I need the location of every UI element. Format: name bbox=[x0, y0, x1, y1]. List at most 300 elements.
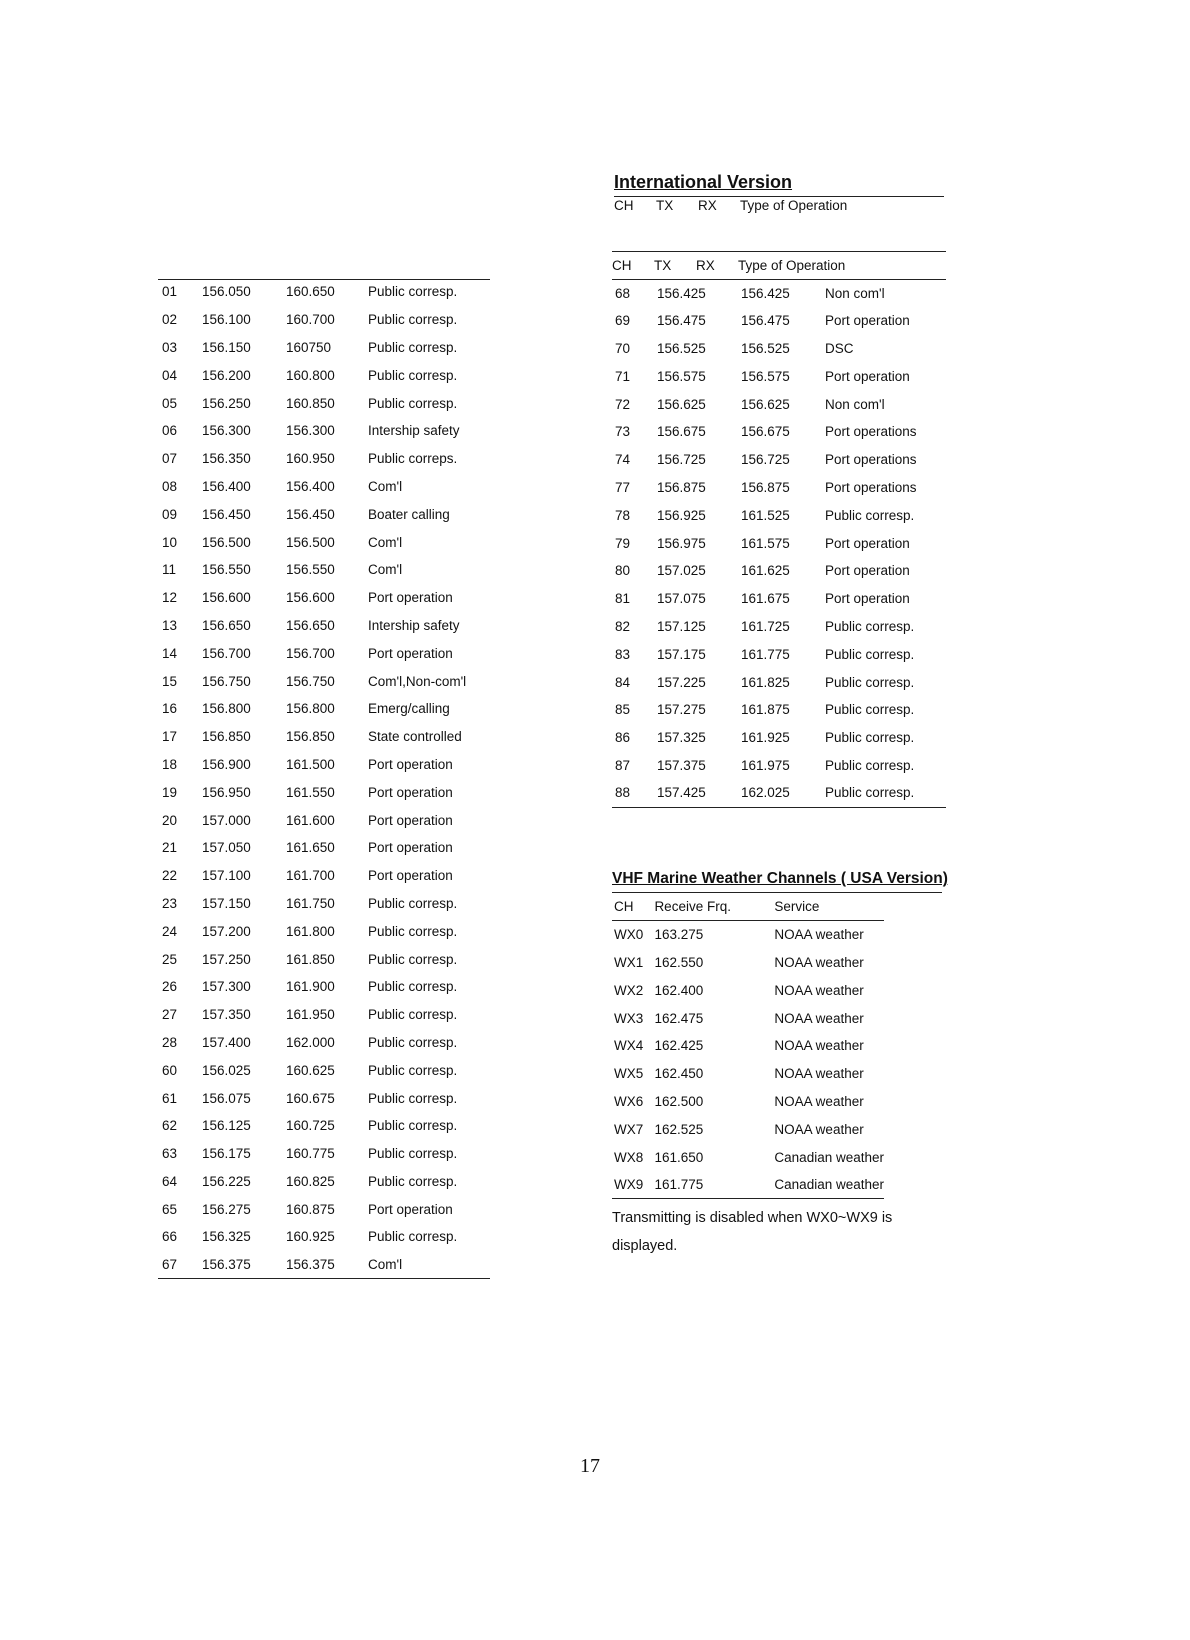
table-cell: 68 bbox=[615, 285, 631, 301]
table-cell: Port operations bbox=[825, 452, 917, 468]
table-cell: Public corresp. bbox=[825, 507, 915, 523]
table-cell: Public corresp. bbox=[368, 312, 458, 328]
table-cell: DSC bbox=[825, 340, 854, 356]
table-cell: 04 bbox=[162, 367, 178, 383]
table-cell: 156.875 bbox=[741, 479, 790, 495]
table-cell: 24 bbox=[162, 923, 178, 939]
table-cell: 161.925 bbox=[741, 730, 790, 746]
table-cell: NOAA weather bbox=[774, 1121, 864, 1137]
table-cell: 21 bbox=[162, 840, 178, 856]
table-cell: Emerg/calling bbox=[368, 701, 450, 717]
table-row bbox=[612, 1004, 884, 1032]
table-cell: Public corresp. bbox=[825, 674, 915, 690]
table-cell: 161.850 bbox=[286, 951, 335, 967]
table-cell: 156.625 bbox=[657, 396, 706, 412]
international-version-title: International Version bbox=[614, 172, 793, 192]
table-cell: Public corresp. bbox=[368, 895, 458, 911]
table-cell: Public corresp. bbox=[368, 1007, 458, 1023]
table-cell: WX3 bbox=[614, 1010, 644, 1026]
table-row bbox=[612, 949, 884, 977]
table-cell: 156.175 bbox=[202, 1146, 251, 1162]
table-cell: 161.550 bbox=[286, 784, 335, 800]
table-row bbox=[612, 668, 946, 696]
table-cell: 156.850 bbox=[286, 729, 335, 745]
table-cell: 156.675 bbox=[741, 424, 790, 440]
table-cell: Public corresp. bbox=[825, 618, 915, 634]
table-cell: 157.200 bbox=[202, 923, 251, 939]
header-ch: CH bbox=[614, 899, 634, 915]
table-cell: 01 bbox=[162, 284, 178, 300]
table-row bbox=[612, 1171, 884, 1199]
table-row bbox=[158, 917, 490, 945]
table-row bbox=[612, 752, 946, 780]
table-cell: 156.925 bbox=[657, 507, 706, 523]
table-cell: 10 bbox=[162, 534, 178, 550]
table-row bbox=[158, 361, 490, 389]
table-cell: 156.450 bbox=[202, 506, 251, 522]
table-cell: Port operation bbox=[368, 868, 453, 884]
table-cell: Port operation bbox=[368, 1201, 453, 1217]
table-cell: Port operation bbox=[368, 812, 453, 828]
international-header-repeat bbox=[614, 198, 847, 213]
table-row bbox=[612, 613, 946, 641]
table-cell: 156.400 bbox=[202, 478, 251, 494]
table-row bbox=[612, 1060, 884, 1088]
international-table-header bbox=[612, 253, 946, 279]
table-cell: 157.325 bbox=[657, 730, 706, 746]
table-cell: 161.700 bbox=[286, 868, 335, 884]
table-cell: 80 bbox=[615, 563, 631, 579]
table-cell: Port operation bbox=[825, 313, 910, 329]
table-row bbox=[158, 751, 490, 779]
table-row bbox=[612, 390, 946, 418]
table-cell: 156.025 bbox=[202, 1062, 251, 1078]
table-row bbox=[612, 335, 946, 363]
table-cell: 161.600 bbox=[286, 812, 335, 828]
table-row bbox=[612, 474, 946, 502]
table-row bbox=[158, 1140, 490, 1168]
table-cell: Com'l bbox=[368, 562, 403, 578]
table-cell: 156.700 bbox=[286, 645, 335, 661]
table-cell: WX5 bbox=[614, 1066, 644, 1082]
table-cell: WX2 bbox=[614, 982, 644, 998]
header-tx: TX bbox=[656, 198, 674, 213]
table-cell: 156.650 bbox=[286, 617, 335, 633]
table-row bbox=[158, 306, 490, 334]
table-cell: 160.800 bbox=[286, 367, 335, 383]
table-row bbox=[158, 723, 490, 751]
table-row bbox=[158, 1195, 490, 1223]
table-cell: 156.900 bbox=[202, 756, 251, 772]
table-row bbox=[158, 862, 490, 890]
table-cell: WX0 bbox=[614, 927, 644, 943]
table-cell: 156.475 bbox=[657, 313, 706, 329]
table-cell: 156.125 bbox=[202, 1118, 251, 1134]
table-cell: 162.425 bbox=[654, 1038, 704, 1054]
table-row bbox=[158, 834, 490, 862]
table-cell: 160.850 bbox=[286, 395, 335, 411]
table-cell: 20 bbox=[162, 812, 178, 828]
table-row bbox=[158, 1168, 490, 1196]
table-cell: 64 bbox=[162, 1173, 178, 1189]
table-cell: 161.625 bbox=[741, 563, 790, 579]
table-cell: 74 bbox=[615, 452, 631, 468]
table-cell: 162.025 bbox=[741, 785, 790, 801]
table-cell: 161.875 bbox=[741, 702, 790, 718]
table-cell: 157.175 bbox=[657, 646, 706, 662]
table-cell: 157.375 bbox=[657, 757, 706, 773]
table-row bbox=[612, 557, 946, 585]
table-cell: 11 bbox=[162, 562, 177, 578]
table-cell: 156.600 bbox=[286, 590, 335, 606]
table-cell: 161.800 bbox=[286, 923, 335, 939]
table-cell: 157.300 bbox=[202, 979, 251, 995]
table-cell: 19 bbox=[162, 784, 178, 800]
table-cell: WX9 bbox=[614, 1177, 644, 1193]
table-cell: 161.775 bbox=[741, 646, 790, 662]
table-row bbox=[612, 307, 946, 335]
table-row bbox=[158, 500, 490, 528]
table-cell: 156.425 bbox=[657, 285, 706, 301]
table-row bbox=[158, 1084, 490, 1112]
table-cell: 160750 bbox=[286, 339, 332, 355]
table-row bbox=[158, 639, 490, 667]
table-row bbox=[612, 696, 946, 724]
table-cell: 157.275 bbox=[657, 702, 706, 718]
table-cell: WX8 bbox=[614, 1149, 644, 1165]
table-row bbox=[158, 334, 490, 362]
table-cell: 156.600 bbox=[202, 590, 251, 606]
table-cell: Port operation bbox=[368, 840, 453, 856]
table-cell: 162.500 bbox=[654, 1093, 704, 1109]
table-row bbox=[612, 976, 884, 1004]
table-cell: Public corresp. bbox=[825, 702, 915, 718]
table-cell: 72 bbox=[615, 396, 631, 412]
table-cell: 156.300 bbox=[286, 423, 335, 439]
table-cell: 156.725 bbox=[741, 452, 790, 468]
header-receive-frq: Receive Frq. bbox=[654, 899, 731, 915]
header-type: Type of Operation bbox=[738, 258, 846, 274]
table-cell: 81 bbox=[615, 591, 631, 607]
table-cell: State controlled bbox=[368, 729, 462, 745]
international-header-row bbox=[612, 253, 946, 279]
table-cell: 02 bbox=[162, 312, 178, 328]
table-cell: 156.675 bbox=[657, 424, 706, 440]
header-ch: CH bbox=[612, 258, 632, 274]
table-cell: 156.225 bbox=[202, 1173, 251, 1189]
table-row bbox=[158, 278, 490, 306]
table-cell: 73 bbox=[615, 424, 631, 440]
table-cell: NOAA weather bbox=[774, 1066, 864, 1082]
table-cell: 15 bbox=[162, 673, 178, 689]
table-cell: 157.250 bbox=[202, 951, 251, 967]
table-cell: 157.350 bbox=[202, 1007, 251, 1023]
table-row bbox=[158, 1056, 490, 1084]
table-cell: Public corresp. bbox=[368, 1146, 458, 1162]
table-cell: Public corresp. bbox=[368, 284, 458, 300]
table-cell: Port operations bbox=[825, 424, 917, 440]
table-cell: 156.375 bbox=[286, 1257, 335, 1273]
weather-table-body bbox=[612, 921, 884, 1199]
table-cell: Port operation bbox=[825, 368, 910, 384]
table-cell: 79 bbox=[615, 535, 631, 551]
header-type: Type of Operation bbox=[740, 198, 848, 213]
table-cell: 156.350 bbox=[202, 451, 251, 467]
table-cell: 161.500 bbox=[286, 756, 335, 772]
table-row bbox=[158, 473, 490, 501]
table-cell: Public corresp. bbox=[825, 646, 915, 662]
table-cell: 05 bbox=[162, 395, 178, 411]
table-cell: 88 bbox=[615, 785, 631, 801]
table-cell: Port operation bbox=[825, 591, 910, 607]
header-rx: RX bbox=[698, 198, 717, 213]
table-row bbox=[612, 501, 946, 529]
table-cell: 163.275 bbox=[654, 927, 704, 943]
table-cell: 17 bbox=[162, 729, 178, 745]
table-cell: Port operation bbox=[368, 590, 453, 606]
table-cell: 156.050 bbox=[202, 284, 251, 300]
table-cell: 156.550 bbox=[202, 562, 251, 578]
weather-table-header bbox=[612, 893, 884, 921]
table-cell: Port operation bbox=[825, 563, 910, 579]
table-cell: 157.125 bbox=[657, 618, 706, 634]
table-cell: 157.150 bbox=[202, 895, 251, 911]
table-cell: 12 bbox=[162, 590, 178, 606]
table-cell: 156.250 bbox=[202, 395, 251, 411]
table-cell: 157.075 bbox=[657, 591, 706, 607]
table-cell: 156.325 bbox=[202, 1229, 251, 1245]
table-cell: NOAA weather bbox=[774, 927, 864, 943]
international-channel-table bbox=[612, 253, 946, 808]
table-cell: Intership safety bbox=[368, 423, 460, 439]
table-cell: 60 bbox=[162, 1062, 178, 1078]
table-row bbox=[612, 585, 946, 613]
table-row bbox=[158, 556, 490, 584]
table-cell: 160.650 bbox=[286, 284, 335, 300]
table-cell: 62 bbox=[162, 1118, 178, 1134]
table-cell: Public corresp. bbox=[368, 395, 458, 411]
table-cell: 156.700 bbox=[202, 645, 251, 661]
table-row bbox=[612, 529, 946, 557]
table-cell: 156.800 bbox=[286, 701, 335, 717]
table-cell: 14 bbox=[162, 645, 178, 661]
table-cell: 161.725 bbox=[741, 618, 790, 634]
table-cell: Public corresp. bbox=[368, 1090, 458, 1106]
table-cell: 156.525 bbox=[741, 340, 790, 356]
table-cell: Port operation bbox=[368, 784, 453, 800]
table-cell: 160.675 bbox=[286, 1090, 335, 1106]
table-cell: 69 bbox=[615, 313, 631, 329]
table-cell: 157.425 bbox=[657, 785, 706, 801]
table-cell: 13 bbox=[162, 617, 178, 633]
table-cell: 156.275 bbox=[202, 1201, 251, 1217]
table-cell: 160.625 bbox=[286, 1062, 335, 1078]
table-cell: 162.450 bbox=[654, 1066, 704, 1082]
table-row bbox=[158, 890, 490, 918]
table-cell: 161.900 bbox=[286, 979, 335, 995]
table-row bbox=[158, 1112, 490, 1140]
table-cell: 157.050 bbox=[202, 840, 251, 856]
header-tx: TX bbox=[654, 258, 672, 274]
table-cell: 156.100 bbox=[202, 312, 251, 328]
channel-table-left bbox=[158, 278, 490, 1279]
channel-table-left-body bbox=[158, 278, 490, 1279]
table-cell: Com'l bbox=[368, 534, 403, 550]
table-row bbox=[158, 778, 490, 806]
table-cell: 162.475 bbox=[654, 1010, 704, 1026]
table-cell: 61 bbox=[162, 1090, 178, 1106]
table-cell: 160.725 bbox=[286, 1118, 335, 1134]
table-row bbox=[612, 1143, 884, 1171]
table-row bbox=[158, 1251, 490, 1279]
table-cell: 85 bbox=[615, 702, 631, 718]
table-cell: 65 bbox=[162, 1201, 178, 1217]
table-row bbox=[612, 362, 946, 390]
header-rx: RX bbox=[696, 258, 715, 274]
weather-channel-table bbox=[612, 893, 884, 1199]
table-cell: Public corresp. bbox=[368, 979, 458, 995]
table-cell: 156.625 bbox=[741, 396, 790, 412]
table-cell: 82 bbox=[615, 618, 631, 634]
table-cell: Public corresp. bbox=[825, 785, 915, 801]
table-cell: 28 bbox=[162, 1034, 178, 1050]
table-cell: Public correps. bbox=[368, 451, 458, 467]
table-cell: Non com'l bbox=[825, 396, 885, 412]
table-cell: 06 bbox=[162, 423, 178, 439]
table-row bbox=[612, 1088, 884, 1116]
table-row bbox=[158, 973, 490, 1001]
table-cell: Public corresp. bbox=[368, 951, 458, 967]
table-cell: 84 bbox=[615, 674, 631, 690]
table-cell: 156.200 bbox=[202, 367, 251, 383]
table-cell: 162.550 bbox=[654, 954, 704, 970]
table-cell: 08 bbox=[162, 478, 178, 494]
table-cell: 157.000 bbox=[202, 812, 251, 828]
table-row bbox=[158, 667, 490, 695]
table-cell: NOAA weather bbox=[774, 982, 864, 998]
table-cell: 156.875 bbox=[657, 479, 706, 495]
table-cell: Public corresp. bbox=[368, 339, 458, 355]
table-cell: 23 bbox=[162, 895, 178, 911]
table-row bbox=[612, 1032, 884, 1060]
table-cell: 157.100 bbox=[202, 868, 251, 884]
international-title-rule bbox=[614, 196, 944, 197]
table-cell: 156.975 bbox=[657, 535, 706, 551]
table-cell: 86 bbox=[615, 730, 631, 746]
table-cell: 156.800 bbox=[202, 701, 251, 717]
table-cell: 156.375 bbox=[202, 1257, 251, 1273]
table-cell: 156.450 bbox=[286, 506, 335, 522]
table-cell: 25 bbox=[162, 951, 178, 967]
table-cell: 63 bbox=[162, 1146, 178, 1162]
table-row bbox=[158, 612, 490, 640]
table-row bbox=[612, 1115, 884, 1143]
table-cell: 161.650 bbox=[654, 1149, 704, 1165]
table-cell: WX7 bbox=[614, 1121, 644, 1137]
table-cell: 156.525 bbox=[657, 340, 706, 356]
table-row bbox=[158, 1029, 490, 1057]
table-cell: NOAA weather bbox=[774, 954, 864, 970]
table-row bbox=[612, 418, 946, 446]
table-cell: Public corresp. bbox=[825, 730, 915, 746]
table-cell: 156.425 bbox=[741, 285, 790, 301]
table-cell: 156.400 bbox=[286, 478, 335, 494]
table-cell: 156.475 bbox=[741, 313, 790, 329]
page-number: 17 bbox=[580, 1455, 600, 1477]
table-cell: Public corresp. bbox=[368, 367, 458, 383]
table-cell: 160.700 bbox=[286, 312, 335, 328]
table-cell: 156.075 bbox=[202, 1090, 251, 1106]
table-cell: Com'l bbox=[368, 478, 403, 494]
table-cell: 83 bbox=[615, 646, 631, 662]
table-cell: 03 bbox=[162, 339, 178, 355]
table-cell: Public corresp. bbox=[368, 923, 458, 939]
table-cell: 66 bbox=[162, 1229, 178, 1245]
international-table-body bbox=[612, 279, 946, 807]
table-cell: 156.650 bbox=[202, 617, 251, 633]
table-cell: 26 bbox=[162, 979, 178, 995]
header-ch: CH bbox=[614, 198, 634, 213]
table-cell: 160.925 bbox=[286, 1229, 335, 1245]
table-cell: 16 bbox=[162, 701, 178, 717]
table-row bbox=[158, 389, 490, 417]
table-cell: 161.675 bbox=[741, 591, 790, 607]
table-cell: Port operation bbox=[368, 645, 453, 661]
table-cell: 157.025 bbox=[657, 563, 706, 579]
table-cell: 156.850 bbox=[202, 729, 251, 745]
table-cell: 162.525 bbox=[654, 1121, 704, 1137]
table-row bbox=[158, 417, 490, 445]
weather-transmit-note: Transmitting is disabled when WX0~WX9 is displayed. bbox=[612, 1210, 893, 1254]
table-cell: 156.150 bbox=[202, 339, 251, 355]
header-service: Service bbox=[774, 899, 820, 915]
table-cell: NOAA weather bbox=[774, 1093, 864, 1109]
table-cell: 156.575 bbox=[741, 368, 790, 384]
table-cell: 78 bbox=[615, 507, 631, 523]
table-cell: Com'l bbox=[368, 1257, 403, 1273]
table-row bbox=[158, 1223, 490, 1251]
table-row bbox=[158, 1001, 490, 1029]
table-cell: 18 bbox=[162, 756, 178, 772]
table-cell: Public corresp. bbox=[368, 1062, 458, 1078]
table-cell: 162.400 bbox=[654, 982, 704, 998]
table-row bbox=[612, 640, 946, 668]
table-cell: WX1 bbox=[614, 954, 644, 970]
table-cell: WX6 bbox=[614, 1093, 644, 1109]
table-row bbox=[158, 528, 490, 556]
table-cell: Public corresp. bbox=[368, 1034, 458, 1050]
table-cell: 160.775 bbox=[286, 1146, 335, 1162]
table-cell: 156.500 bbox=[286, 534, 335, 550]
table-cell: 161.575 bbox=[741, 535, 790, 551]
table-cell: 156.725 bbox=[657, 452, 706, 468]
table-cell: 161.525 bbox=[741, 507, 790, 523]
table-cell: 161.975 bbox=[741, 757, 790, 773]
table-cell: 161.825 bbox=[741, 674, 790, 690]
table-row bbox=[612, 446, 946, 474]
table-cell: 70 bbox=[615, 340, 631, 356]
table-row bbox=[612, 724, 946, 752]
table-cell: NOAA weather bbox=[774, 1010, 864, 1026]
table-cell: Public corresp. bbox=[825, 757, 915, 773]
table-cell: Boater calling bbox=[368, 506, 450, 522]
table-cell: 161.950 bbox=[286, 1007, 335, 1023]
table-cell: Port operation bbox=[368, 756, 453, 772]
table-cell: Public corresp. bbox=[368, 1118, 458, 1134]
table-cell: 156.950 bbox=[202, 784, 251, 800]
table-cell: 160.950 bbox=[286, 451, 335, 467]
table-cell: 162.000 bbox=[286, 1034, 335, 1050]
